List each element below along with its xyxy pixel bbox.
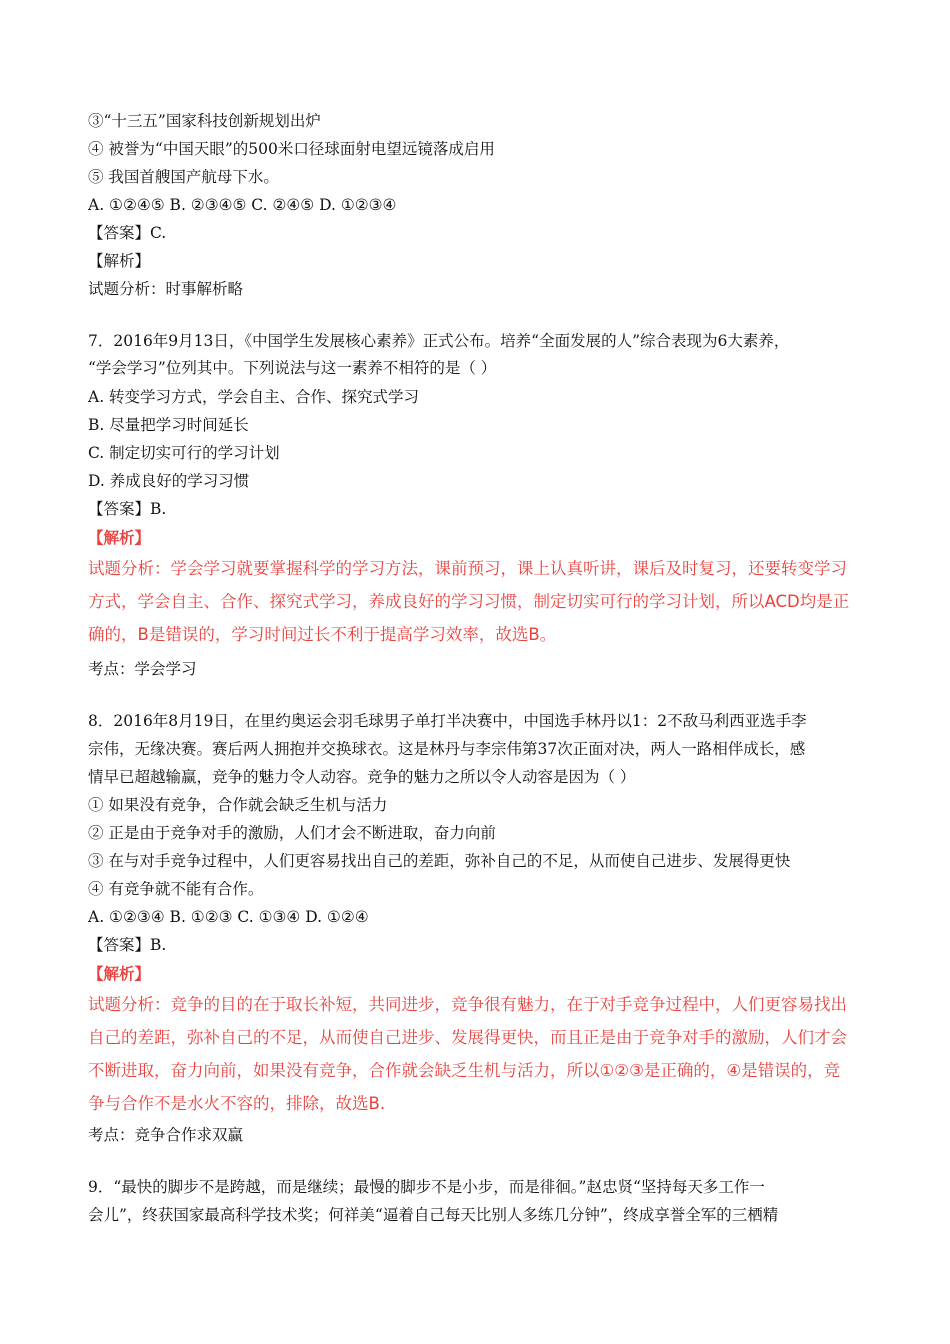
q7-option-a: A. 转变学习方式，学会自主、合作、探究式学习 [88, 388, 420, 406]
q9-stem-line-1: 9．“最快的脚步不是跨越，而是继续；最慢的脚步不是小步，而是徘徊。”赵忠贤“坚持每天多工作一 [88, 1178, 765, 1196]
q8-option-2: ② 正是由于竞争对手的激励，人们才会不断进取，奋力向前 [88, 824, 496, 842]
q9-stem-line-2: 会儿”，终获国家最高科学技术奖；何祥美“逼着自己每天比别人多练几分钟”，终成享誉全军的三栖精 [88, 1206, 779, 1224]
q8-stem-line-2: 宗伟，无缘决赛。赛后两人拥抱并交换球衣。这是林丹与李宗伟第37次正面对决，两人一路相伴成长，感 [88, 740, 806, 758]
q7-analysis-line-1: 试题分析：学会学习就要掌握科学的学习方法，课前预习，课上认真听讲，课后及时复习，还要转变学习 [88, 559, 847, 578]
q8-key-point: 考点：竞争合作求双赢 [88, 1126, 244, 1144]
q7-analysis-line-2: 方式，学会自主、合作、探究式学习，养成良好的学习习惯，制定切实可行的学习计划，所以ACD均是正 [88, 592, 850, 611]
q6-answer: 【答案】C. [88, 224, 167, 242]
q8-analysis-label: 【解析】 [88, 964, 151, 983]
q8-option-4: ④ 有竞争就不能有合作。 [88, 880, 264, 898]
q7-analysis-label: 【解析】 [88, 528, 151, 547]
q6-choices: A. ①②④⑤ B. ②③④⑤ C. ②④⑤ D. ①②③④ [88, 196, 397, 214]
q8-answer: 【答案】B. [88, 936, 167, 954]
q8-analysis-line-2: 自己的差距，弥补自己的不足，从而使自己进步、发展得更快，而且正是由于竞争对手的激励，人们才会 [88, 1028, 847, 1047]
q7-answer: 【答案】B. [88, 500, 167, 518]
q8-stem-line-1: 8．2016年8月19日，在里约奥运会羽毛球男子单打半决赛中，中国选手林丹以1：2不敌马利西亚选手李 [88, 712, 807, 730]
q6-analysis-label: 【解析】 [88, 252, 151, 270]
q7-stem-line-2: “学会学习”位列其中。下列说法与这一素养不相符的是（ ） [88, 359, 497, 377]
q8-option-1: ① 如果没有竞争，合作就会缺乏生机与活力 [88, 796, 388, 814]
q6-option-3: ③“十三五”国家科技创新规划出炉 [88, 112, 321, 130]
q8-analysis-line-3: 不断进取，奋力向前，如果没有竞争，合作就会缺乏生机与活力，所以①②③是正确的，④是错误的，竞 [88, 1061, 841, 1080]
q7-option-c: C. 制定切实可行的学习计划 [88, 444, 280, 462]
q7-key-point: 考点：学会学习 [88, 660, 197, 678]
q6-option-4: ④ 被誉为“中国天眼”的500米口径球面射电望远镜落成启用 [88, 140, 495, 158]
q8-choices: A. ①②③④ B. ①②③ C. ①③④ D. ①②④ [88, 908, 369, 926]
q7-analysis-line-3: 确的，B是错误的，学习时间过长不利于提高学习效率，故选B。 [88, 625, 557, 644]
q6-analysis: 试题分析：时事解析略 [88, 280, 244, 298]
q7-option-b: B. 尽量把学习时间延长 [88, 416, 249, 434]
q6-option-5: ⑤ 我国首艘国产航母下水。 [88, 168, 279, 186]
q8-analysis-line-1: 试题分析：竞争的目的在于取长补短，共同进步，竞争很有魅力，在于对手竞争过程中，人们更容易找出 [88, 995, 847, 1014]
q8-stem-line-3: 情早已超越输赢，竞争的魅力令人动容。竞争的魅力之所以令人动容是因为（ ） [88, 768, 636, 786]
q8-option-3: ③ 在与对手竞争过程中，人们更容易找出自己的差距，弥补自己的不足，从而使自己进步、发展得更快 [88, 852, 791, 870]
q8-analysis-line-4: 争与合作不是水火不容的，排除，故选B. [88, 1094, 386, 1113]
q7-option-d: D. 养成良好的学习习惯 [88, 472, 250, 490]
q7-stem-line-1: 7．2016年9月13日，《中国学生发展核心素养》正式公布。培养“全面发展的人”综合表现为6大素养， [88, 332, 790, 350]
